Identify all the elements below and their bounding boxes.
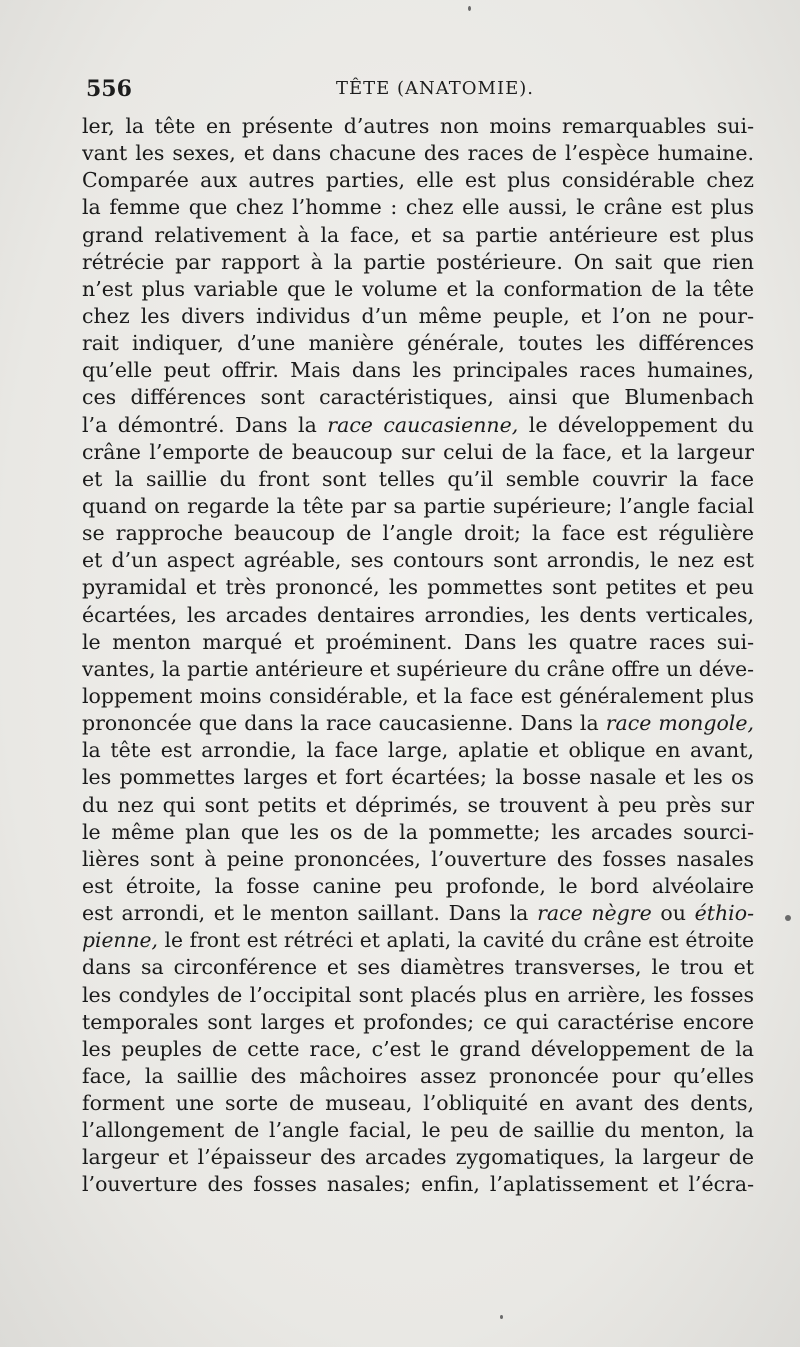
text-line [82, 764, 754, 791]
text-line [82, 1117, 754, 1144]
text-segment: face, la saillie des mâchoires assez prononcée pour qu’elles [82, 1063, 754, 1088]
body-text [82, 113, 754, 1199]
text-line [82, 222, 754, 249]
text-segment: se rapproche beaucoup de l’angle droit; la face est régulière [82, 521, 754, 546]
text-segment: le menton marqué et proéminent. Dans les quatre races sui- [82, 629, 754, 654]
text-line [82, 1144, 754, 1171]
text-segment: le front est rétréci et aplati, la cavité du crâne est étroite [157, 928, 754, 953]
italic-text-segment: pienne, [82, 928, 158, 953]
text-line [82, 466, 754, 493]
text-line [82, 602, 754, 629]
text-line [82, 1090, 754, 1117]
text-line [82, 873, 754, 900]
text-segment: grand relativement à la face, et sa partie antérieure est plus [82, 222, 754, 247]
text-segment: ces différences sont caractéristiques, ainsi que Blumenbach [82, 385, 754, 410]
text-line [82, 1171, 754, 1198]
text-segment: l’allongement de l’angle facial, le peu de saillie du menton, la [82, 1118, 754, 1143]
text-segment: le développement du [518, 412, 754, 437]
text-line [82, 900, 754, 927]
text-segment: vantes, la partie antérieure et supérieure du crâne offre un déve- [82, 656, 754, 681]
text-line [82, 927, 754, 954]
text-segment: les condyles de l’occipital sont placés plus en arrière, les fosses [82, 982, 754, 1007]
text-line [82, 194, 754, 221]
text-line [82, 1036, 754, 1063]
text-line [82, 412, 754, 439]
text-segment: Comparée aux autres parties, elle est plus considérable chez [82, 168, 754, 193]
text-segment: n’est plus variable que le volume et la conformation de la tête [82, 276, 754, 301]
page-header [86, 72, 736, 106]
text-line [82, 276, 754, 303]
text-line [82, 493, 754, 520]
text-segment: temporales sont larges et profondes; ce qui caractérise encore [82, 1009, 754, 1034]
text-line [82, 982, 754, 1009]
text-segment: et d’un aspect agréable, ses contours sont arrondis, le nez est [82, 548, 754, 573]
text-line [82, 140, 754, 167]
italic-text-segment: race caucasienne, [327, 412, 519, 437]
text-line [82, 737, 754, 764]
italic-text-segment: race mongole, [605, 711, 754, 736]
text-segment: du nez qui sont petits et déprimés, se trouvent à peu près sur [82, 792, 754, 817]
text-line [82, 683, 754, 710]
text-line [82, 357, 754, 384]
text-segment: ou [651, 901, 695, 926]
text-segment: prononcée que dans la race caucasienne. Dans la [82, 711, 606, 736]
text-segment: rait indiquer, d’une manière générale, toutes les différences [82, 331, 754, 356]
text-line [82, 954, 754, 981]
text-segment: rétrécie par rapport à la partie postérieure. On sait que rien [82, 249, 754, 274]
text-segment: le même plan que les os de la pommette; les arcades sourci- [82, 819, 754, 844]
ink-speck [785, 915, 791, 921]
text-line [82, 574, 754, 601]
text-segment: largeur et l’épaisseur des arcades zygomatiques, la largeur de [82, 1145, 754, 1170]
text-line [82, 710, 754, 737]
text-segment: forment une sorte de museau, l’obliquité en avant des dents, [82, 1091, 754, 1116]
ink-speck [468, 6, 471, 11]
text-line [82, 1063, 754, 1090]
text-line [82, 1009, 754, 1036]
page-number: 556 [86, 76, 132, 102]
text-segment: loppement moins considérable, et la face est généralement plus [82, 683, 754, 708]
text-segment: dans sa circonférence et ses diamètres transverses, le trou et [82, 955, 754, 980]
text-line [82, 547, 754, 574]
text-segment: l’a démontré. Dans la [82, 412, 328, 437]
text-line [82, 330, 754, 357]
text-segment: la femme que chez l’homme : chez elle aussi, le crâne est plus [82, 195, 754, 220]
text-line [82, 629, 754, 656]
text-line [82, 846, 754, 873]
text-line [82, 167, 754, 194]
text-segment: chez les divers individus d’un même peuple, et l’on ne pour- [82, 303, 754, 328]
text-segment: l’ouverture des fosses nasales; enfin, l’aplatissement et l’écra- [82, 1172, 754, 1197]
text-segment: qu’elle peut offrir. Mais dans les principales races humaines, [82, 358, 754, 383]
text-segment: écartées, les arcades dentaires arrondies, les dents verticales, [82, 602, 754, 627]
text-line [82, 249, 754, 276]
text-segment: et la saillie du front sont telles qu’il semble couvrir la face [82, 466, 754, 491]
running-head: TÊTE (ANATOMIE). [336, 78, 534, 99]
text-line [82, 656, 754, 683]
text-segment: vant les sexes, et dans chacune des races de l’espèce humaine. [82, 141, 754, 166]
text-segment: est étroite, la fosse canine peu profonde, le bord alvéolaire [82, 873, 754, 898]
italic-text-segment: éthio- [694, 901, 754, 926]
text-line [82, 384, 754, 411]
text-line [82, 439, 754, 466]
text-segment: ler, la tête en présente d’autres non moins remarquables sui- [82, 114, 754, 138]
text-line [82, 303, 754, 330]
text-segment: crâne l’emporte de beaucoup sur celui de la face, et la largeur [82, 439, 754, 464]
text-line [82, 113, 754, 140]
ink-speck [500, 1315, 503, 1319]
text-line [82, 520, 754, 547]
text-segment: est arrondi, et le menton saillant. Dans la [82, 901, 538, 926]
text-segment: lières sont à peine prononcées, l’ouverture des fosses nasales [82, 846, 754, 871]
text-line [82, 819, 754, 846]
text-line [82, 792, 754, 819]
text-segment: pyramidal et très prononcé, les pommettes sont petites et peu [82, 575, 754, 600]
text-segment: quand on regarde la tête par sa partie supérieure; l’angle facial [82, 493, 754, 518]
italic-text-segment: race nègre [537, 901, 652, 926]
text-segment: la tête est arrondie, la face large, aplatie et oblique en avant, [82, 738, 754, 763]
text-segment: les peuples de cette race, c’est le grand développement de la [82, 1036, 754, 1061]
text-segment: les pommettes larges et fort écartées; la bosse nasale et les os [82, 765, 754, 790]
